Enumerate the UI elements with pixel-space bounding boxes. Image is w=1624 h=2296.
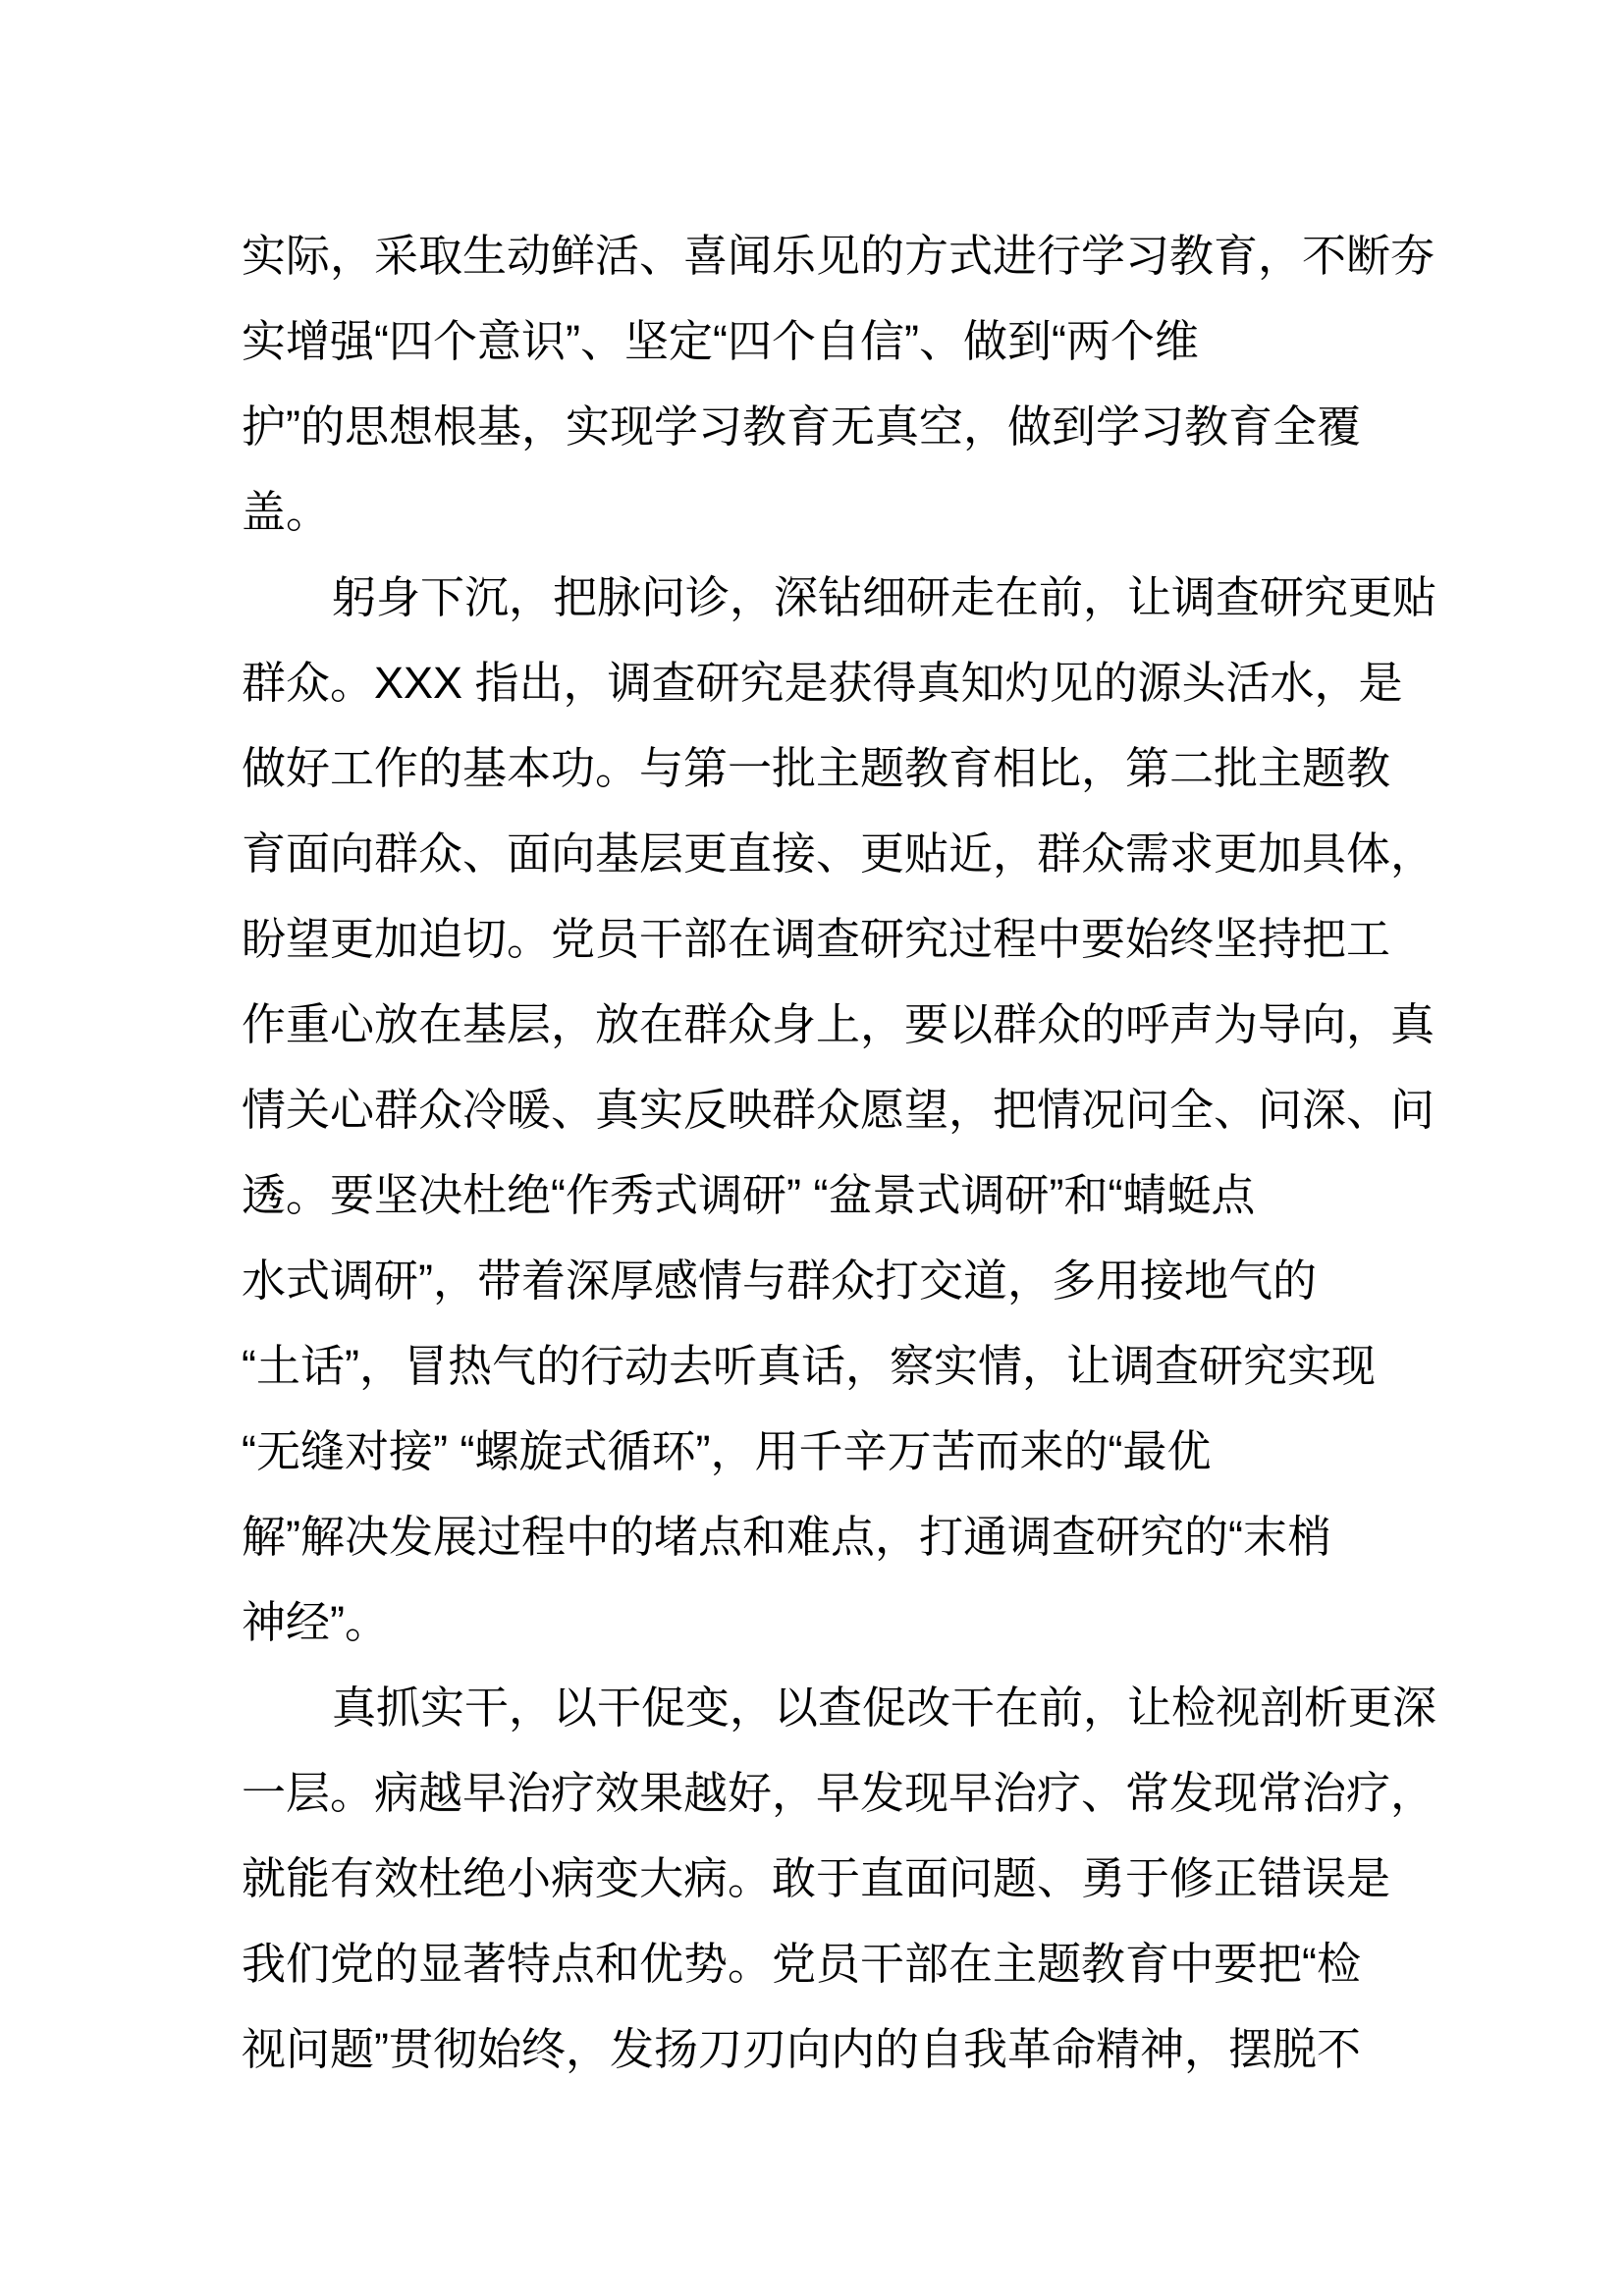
text-line: 盼望更加迫切。党员干部在调查研究过程中要始终坚持把工 bbox=[242, 914, 1391, 964]
text-line: 群众。XXX 指出，调查研究是获得真知灼见的源头活水，是 bbox=[242, 658, 1403, 708]
text-line: 我们党的显著特点和优势。党员干部在主题教育中要把“检 bbox=[242, 1939, 1361, 1989]
text-line: 实际，采取生动鲜活、喜闻乐见的方式进行学习教育，不断夯 bbox=[242, 231, 1435, 281]
text-line: 一层。病越早治疗效果越好，早发现早治疗、常发现常治疗， bbox=[242, 1768, 1435, 1818]
text-line: 就能有效杜绝小病变大病。敢于直面问题、勇于修正错误是 bbox=[242, 1853, 1391, 1903]
text-line: “无缝对接” “螺旋式循环”，用千辛万苦而来的“最优 bbox=[242, 1426, 1212, 1476]
text-block bbox=[242, 213, 1437, 2092]
text-line: 情关心群众冷暖、真实反映群众愿望，把情况问全、问深、问 bbox=[242, 1085, 1435, 1135]
text-line: 盖。 bbox=[242, 487, 331, 537]
text-line: “土话”，冒热气的行动去听真话，察实情，让调查研究实现 bbox=[242, 1341, 1376, 1391]
text-line: 透。要坚决杜绝“作秀式调研” “盆景式调研”和“蜻蜓点 bbox=[242, 1170, 1256, 1220]
text-line: 神经”。 bbox=[242, 1597, 389, 1647]
text-line: 解”解决发展过程中的堵点和难点，打通调查研究的“末梢 bbox=[242, 1512, 1331, 1562]
text-line: 真抓实干，以干促变，以查促改干在前，让检视剖析更深 bbox=[332, 1682, 1437, 1733]
text-line: 躬身下沉，把脉问诊，深钻细研走在前，让调查研究更贴 bbox=[332, 572, 1437, 622]
text-line: 做好工作的基本功。与第一批主题教育相比，第二批主题教 bbox=[242, 743, 1391, 793]
text-line: 水式调研”，带着深厚感情与群众打交道，多用接地气的 bbox=[242, 1255, 1317, 1306]
text-line: 育面向群众、面向基层更直接、更贴近，群众需求更加具体， bbox=[242, 828, 1435, 879]
text-line: 作重心放在基层，放在群众身上，要以群众的呼声为导向，真 bbox=[242, 999, 1435, 1049]
text-line: 护”的思想根基，实现学习教育无真空，做到学习教育全覆 bbox=[242, 401, 1361, 452]
text-line: 实增强“四个意识”、坚定“四个自信”、做到“两个维 bbox=[242, 316, 1199, 366]
text-line: 视问题”贯彻始终，发扬刀刃向内的自我革命精神，摆脱不 bbox=[242, 2024, 1361, 2074]
